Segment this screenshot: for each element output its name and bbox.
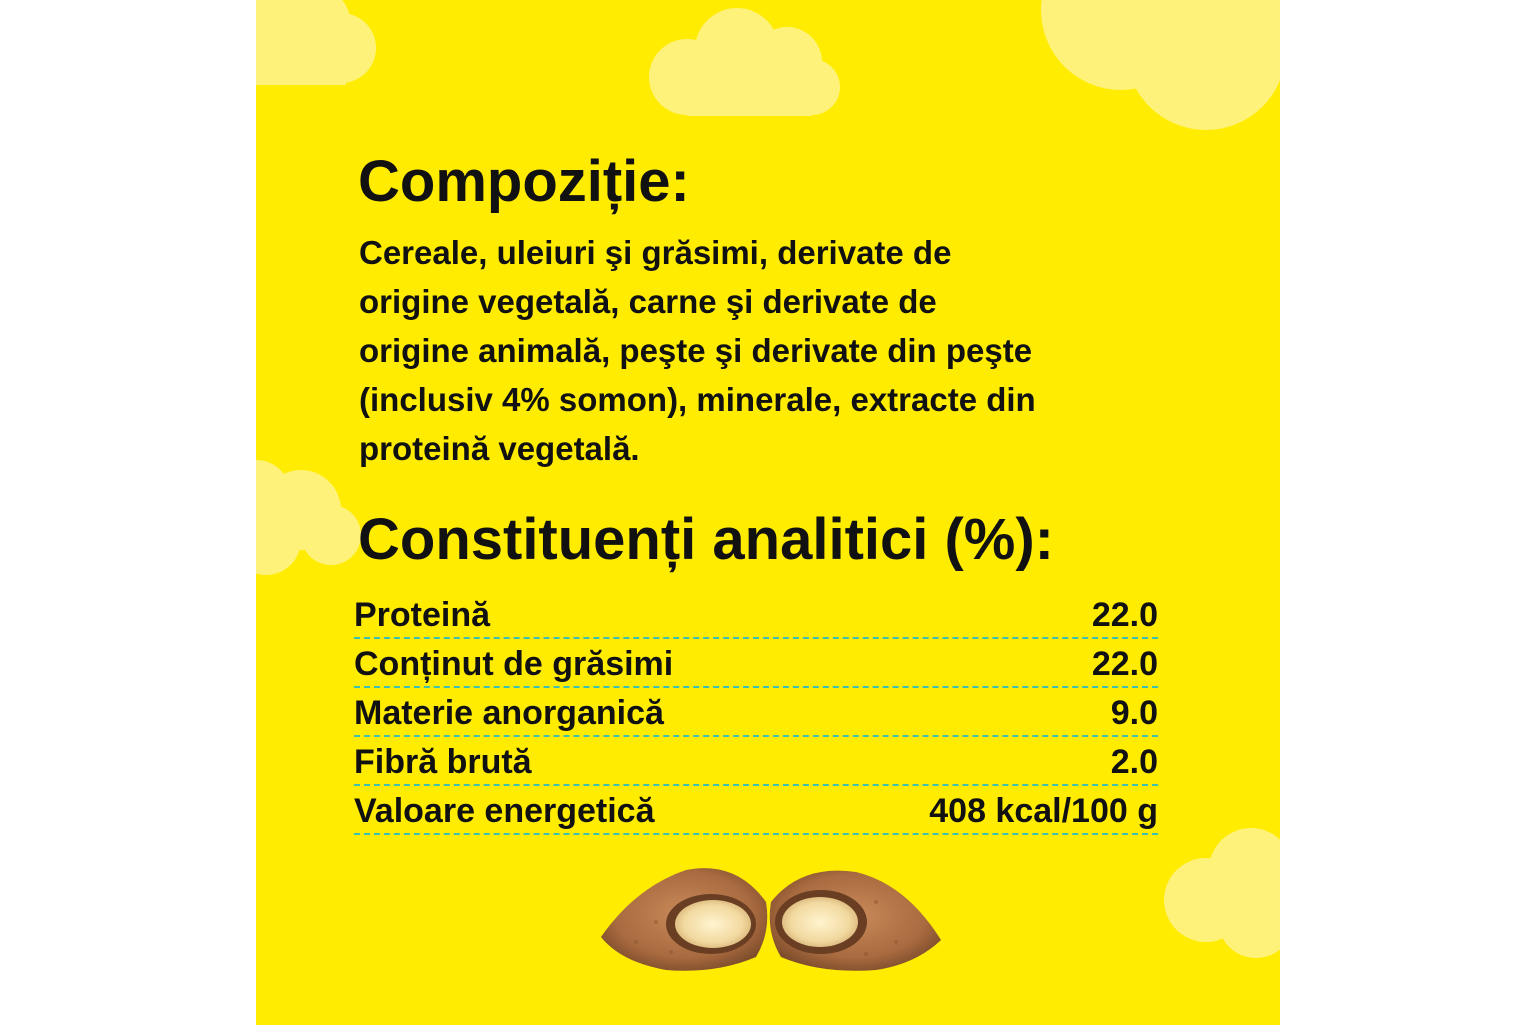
row-value: 22.0 [1091, 596, 1158, 634]
analytic-title: Constituenți analitici (%): [358, 507, 1054, 572]
composition-line: proteină vegetală. [359, 430, 640, 467]
row-label: Materie anorganică [354, 694, 664, 732]
table-row [354, 786, 1158, 835]
composition-line: origine animală, peşte şi derivate din peşte [359, 332, 1033, 369]
nutrition-panel [256, 0, 1280, 1025]
composition-line: Cereale, uleiuri şi grăsimi, derivate de [359, 234, 952, 271]
cloud-icon [1036, 0, 1280, 140]
row-value: 22.0 [1091, 645, 1158, 683]
cloud-icon [1156, 820, 1280, 960]
table-row [354, 639, 1158, 688]
table-row [354, 590, 1158, 639]
row-value: 2.0 [1110, 743, 1158, 781]
table-row [354, 688, 1158, 737]
row-label: Proteină [354, 596, 491, 634]
row-value: 9.0 [1110, 694, 1158, 732]
analytic-table [354, 590, 1158, 835]
row-label: Conținut de grăsimi [354, 645, 674, 683]
cat-treat-image [596, 862, 946, 982]
cloud-icon [642, 2, 852, 122]
composition-title: Compoziție: [358, 149, 690, 214]
row-value: 408 kcal/100 g [929, 792, 1158, 830]
composition-line: origine vegetală, carne şi derivate de [359, 283, 937, 320]
composition-text [359, 228, 1179, 473]
cloud-icon [256, 450, 366, 580]
cloud-icon [256, 0, 386, 100]
row-label: Fibră brută [354, 743, 532, 781]
table-row [354, 737, 1158, 786]
row-label: Valoare energetică [354, 792, 655, 830]
composition-line: (inclusiv 4% somon), minerale, extracte din [359, 381, 1036, 418]
